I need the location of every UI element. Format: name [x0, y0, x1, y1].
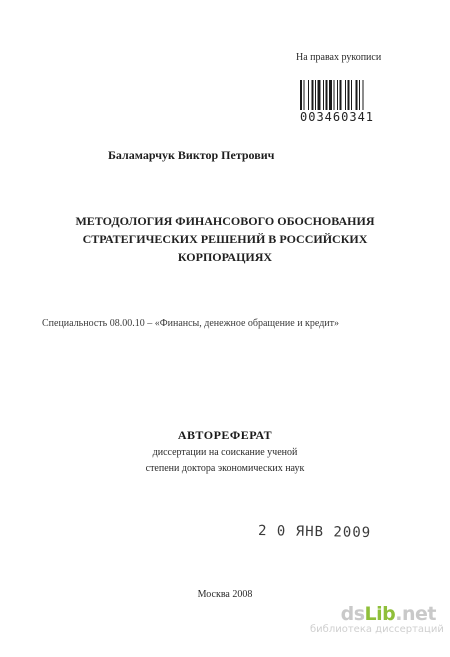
watermark-ds: ds — [340, 603, 365, 625]
title-line: СТРАТЕГИЧЕСКИХ РЕШЕНИЙ В РОССИЙСКИХ — [82, 232, 368, 246]
title-line: КОРПОРАЦИЯХ — [177, 250, 273, 264]
document-type: АВТОРЕФЕРАТ — [177, 428, 273, 442]
watermark-subtitle: библиотека диссертаций — [310, 624, 444, 635]
watermark-lib: Lib — [364, 603, 396, 625]
purpose-line: диссертации на соискание ученой — [152, 447, 298, 458]
author-name: Баламарчук Виктор Петрович — [108, 148, 275, 162]
watermark-net: .net — [395, 603, 436, 625]
barcode-number: 003460341 — [300, 110, 375, 124]
date-stamp: 2 0 ЯНВ 2009 — [257, 523, 372, 541]
watermark-name — [310, 604, 436, 624]
title-line: МЕТОДОЛОГИЯ ФИНАНСОВОГО ОБОСНОВАНИЯ — [75, 214, 375, 228]
city-year: Москва 2008 — [197, 589, 253, 600]
barcode-image — [300, 80, 402, 110]
rights-note: На правах рукописи — [296, 52, 382, 63]
specialty-line: Специальность 08.00.10 – «Финансы, денежное обращение и кредит» — [42, 318, 340, 329]
dissertation-title — [40, 212, 410, 266]
watermark-logo — [310, 603, 444, 636]
purpose-line: степени доктора экономических наук — [145, 463, 305, 474]
